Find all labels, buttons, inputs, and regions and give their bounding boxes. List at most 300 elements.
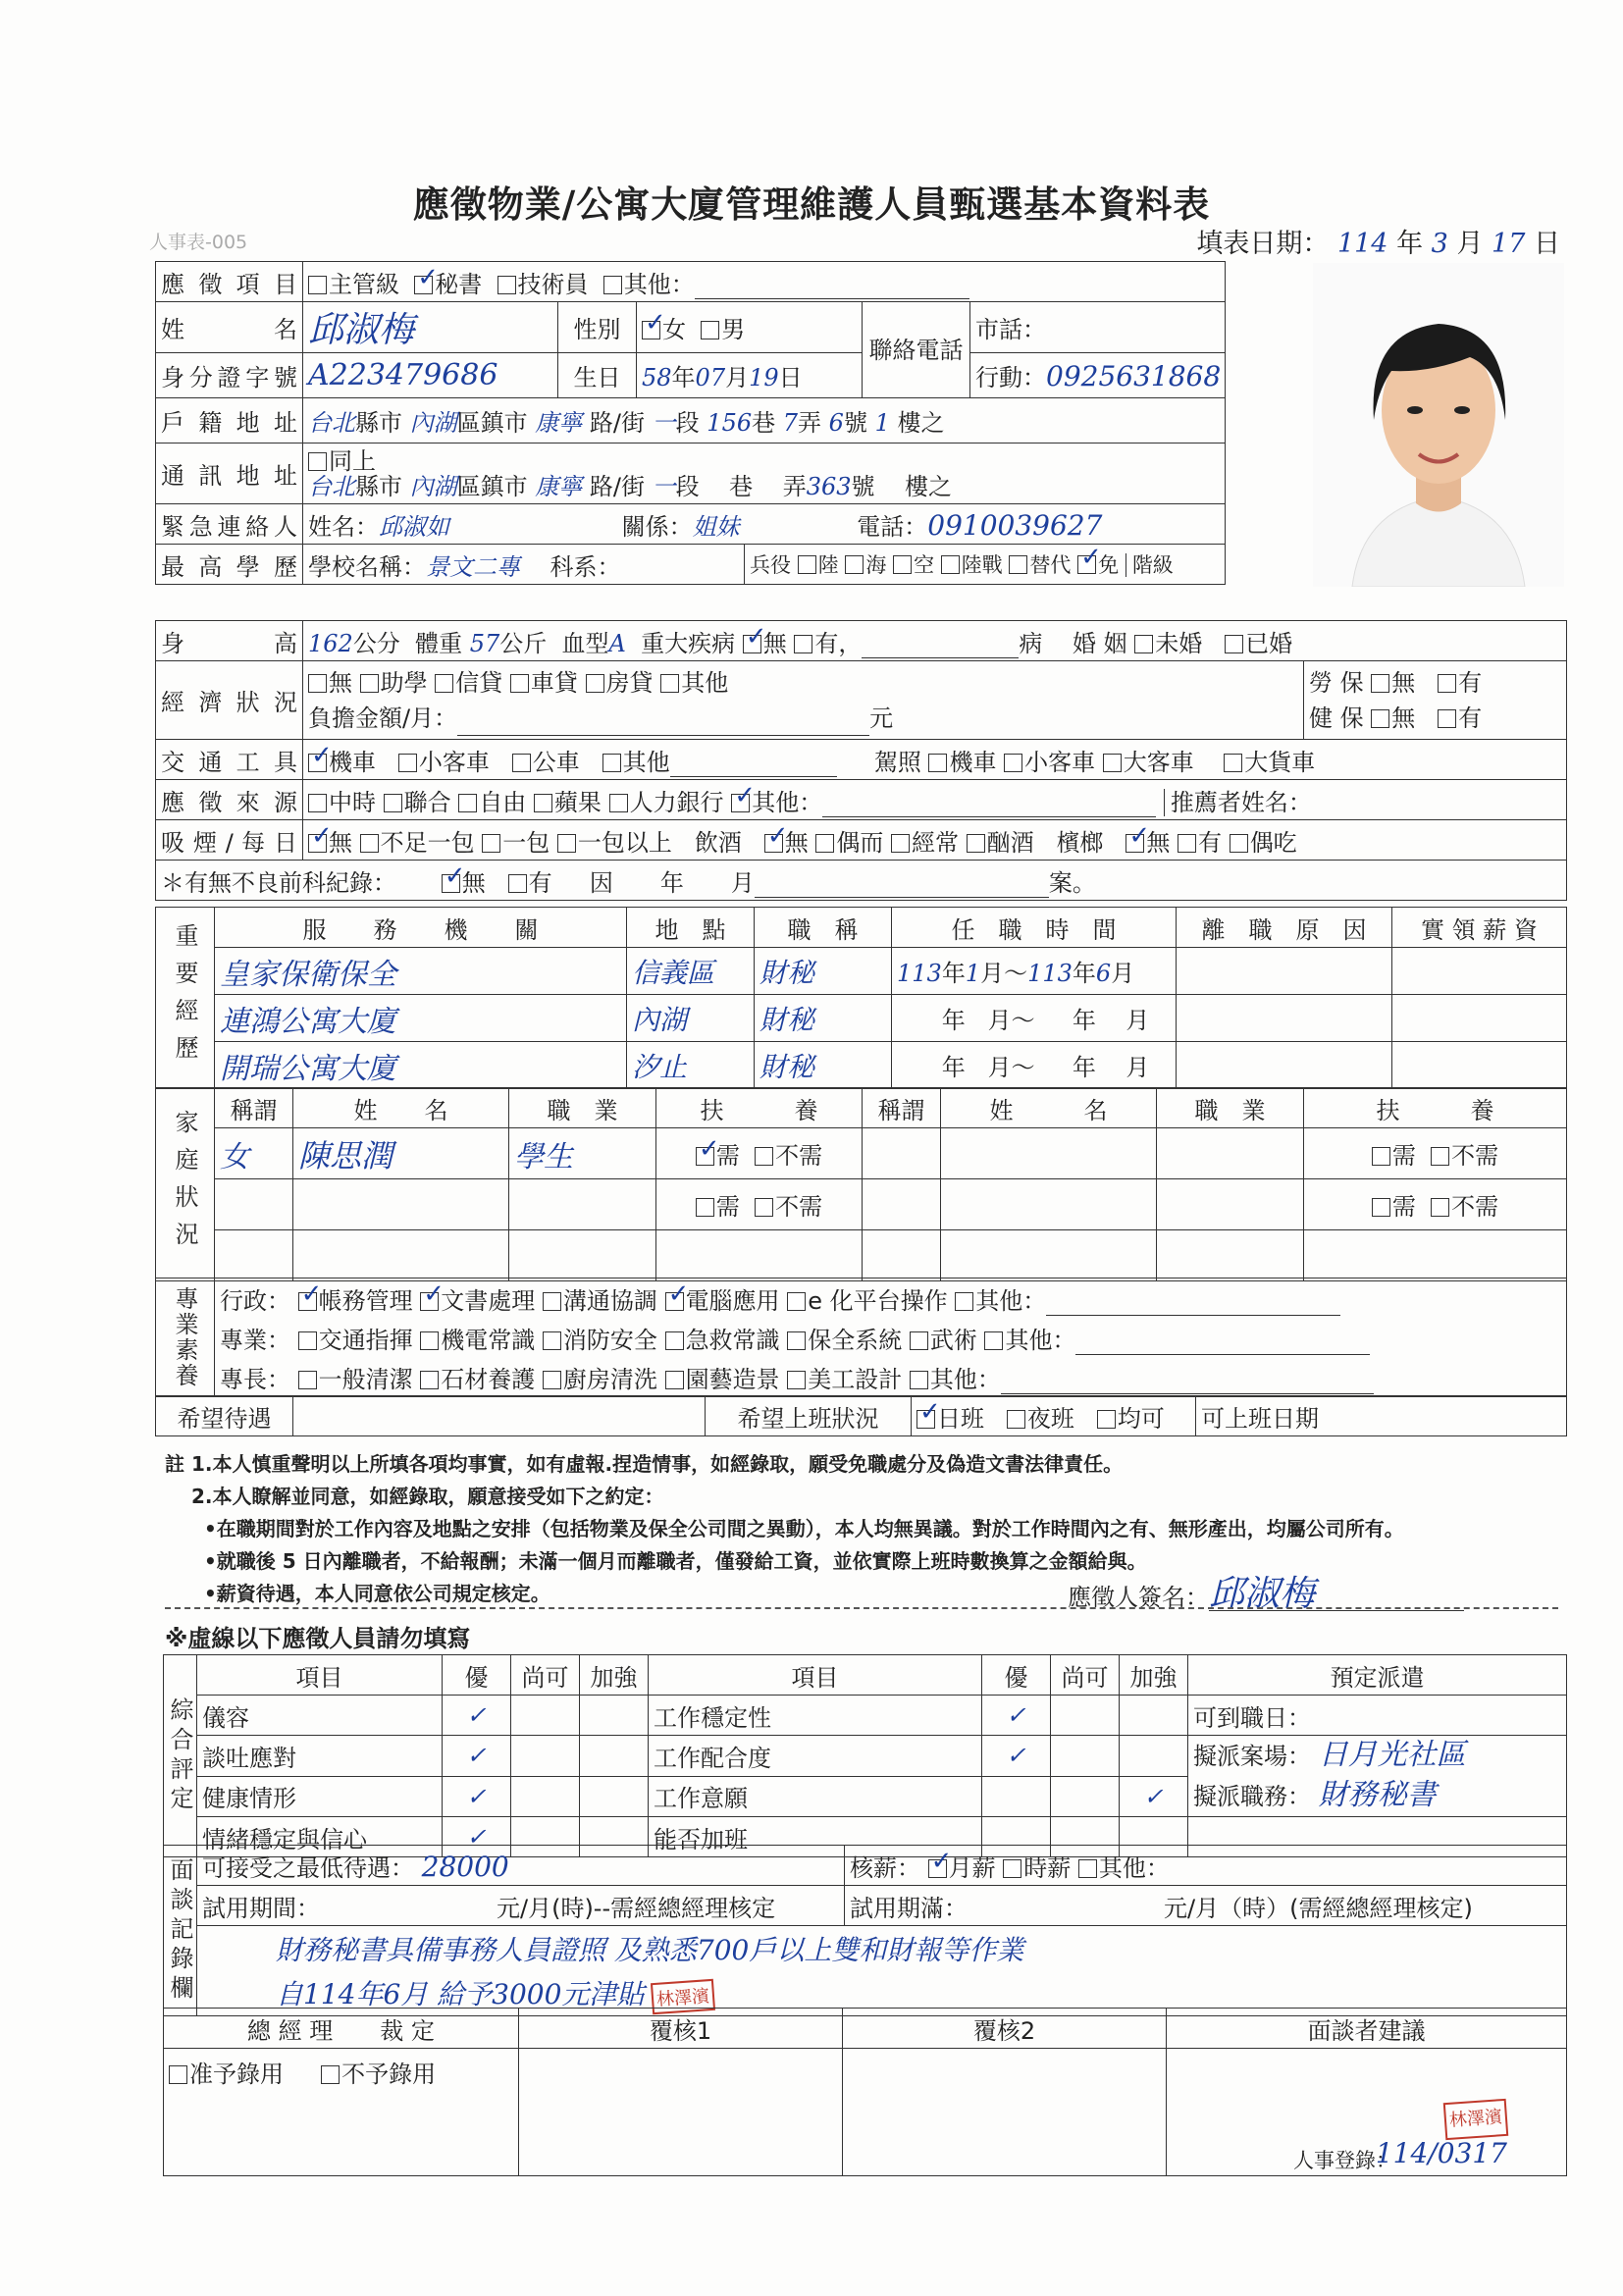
applicant-table [155, 261, 1567, 585]
remark-line-2[interactable]: 自114年6月 給予3000元津貼 [276, 1978, 645, 2011]
eval-header: 項目 [649, 1655, 982, 1696]
criminal-label: ＊有無不良前科紀錄： [161, 868, 396, 897]
fam-name[interactable] [941, 1179, 1157, 1230]
spacer [156, 585, 1226, 586]
opt-label: 無 [762, 629, 787, 657]
ins-checkbox[interactable] [1438, 674, 1456, 693]
site-label: 擬派案場： [1193, 1743, 1311, 1770]
betel-checkbox[interactable] [1178, 834, 1196, 853]
em-name[interactable]: 邱淑如 [379, 512, 449, 541]
opt-label: 聯合 [403, 788, 451, 816]
skill-checkbox[interactable] [543, 1292, 561, 1311]
fam-job[interactable] [1157, 1179, 1304, 1230]
mailing-address [303, 444, 1226, 504]
hr-register-label: 人事登錄： [1293, 2149, 1396, 2172]
review2-box[interactable] [843, 2049, 1167, 2176]
opt-label: 陸戰 [961, 553, 1003, 577]
unit: 巷 [729, 472, 754, 500]
eval-item: 談吐應對 [197, 1736, 443, 1777]
ml-district[interactable]: 內湖 [409, 472, 457, 500]
fam-header: 扶 養 [656, 1088, 863, 1128]
drink-checkbox[interactable] [815, 834, 834, 853]
eval-mark[interactable] [1051, 1736, 1120, 1777]
fam-job[interactable] [509, 1230, 656, 1281]
gender-female-checkbox[interactable] [642, 321, 660, 339]
applicant-signature[interactable]: 邱淑梅 [1209, 1578, 1464, 1611]
need-checkbox[interactable] [696, 1198, 714, 1217]
exp-reason[interactable] [1177, 1042, 1392, 1089]
eval-mark[interactable]: ✓ [982, 1696, 1051, 1736]
opt-label: 陸 [817, 553, 839, 577]
skill-checkbox[interactable] [298, 1331, 317, 1350]
smoke-checkbox[interactable] [482, 834, 500, 853]
exp-header: 地 點 [627, 908, 755, 948]
unit: 年 [1072, 1054, 1096, 1081]
home-phone [970, 302, 1226, 353]
dept-label: 科系： [550, 552, 621, 581]
fam-support[interactable] [656, 1230, 863, 1281]
name-value[interactable]: 邱淑梅 [303, 302, 558, 353]
cause-line[interactable] [755, 877, 1049, 898]
eval-item: 健康情形 [197, 1776, 443, 1817]
skill-checkbox[interactable] [420, 1292, 439, 1311]
hh-sec[interactable]: 一 [652, 409, 676, 437]
emergency-contact [303, 504, 1226, 545]
eval-mark[interactable]: ✓ [1120, 1776, 1188, 1817]
remark-line-1[interactable]: 財務秘書具備事務人員證照 及熟悉700戶以上雙和財報等作業 [197, 1926, 1567, 1971]
exp-reason[interactable] [1177, 948, 1392, 995]
drink-checkbox[interactable] [967, 834, 985, 853]
source-checkbox[interactable] [384, 794, 402, 812]
fam-rel[interactable] [863, 1128, 941, 1179]
opt-label: 無 [461, 868, 486, 897]
skill-checkbox[interactable] [665, 1371, 684, 1389]
exp-period [892, 1042, 1177, 1089]
hh-floor[interactable]: 1 [874, 409, 890, 437]
exp-from-month[interactable]: 1 [965, 960, 981, 987]
smoke-none-checkbox[interactable] [308, 834, 327, 853]
position-secretary-checkbox[interactable] [414, 276, 433, 294]
min-pay-value[interactable]: 28000 [421, 1850, 509, 1883]
same-label: 同上 [329, 446, 376, 475]
eval-mark[interactable] [511, 1696, 580, 1736]
exp-loc[interactable]: 汐止 [627, 1042, 755, 1089]
em-rel[interactable]: 姐妹 [692, 512, 740, 541]
smoke-checkbox[interactable] [360, 834, 379, 853]
source-checkbox[interactable] [308, 794, 327, 812]
eval-label: 綜合評定 [164, 1655, 197, 1857]
approve-checkbox[interactable] [169, 2065, 187, 2084]
econ-checkbox[interactable] [660, 674, 679, 693]
opt-label: 機電常識 [441, 1326, 536, 1354]
sign-date[interactable]: 114/0317 [1375, 2137, 1507, 2169]
fill-day[interactable]: 17 [1492, 229, 1526, 259]
experience-label: 重要經歷 [156, 908, 215, 1089]
ins-checkbox[interactable] [1371, 674, 1389, 693]
ins-checkbox[interactable] [1438, 709, 1456, 728]
fam-support [1304, 1128, 1567, 1179]
criminal-none-checkbox[interactable] [442, 874, 460, 893]
fam-rel[interactable] [863, 1230, 941, 1281]
noneed-checkbox[interactable] [1431, 1198, 1449, 1217]
em-rel-label: 關係： [621, 512, 693, 541]
birth-year[interactable]: 58 [642, 364, 672, 391]
need-checkbox[interactable] [1372, 1147, 1390, 1166]
opt-label: 車貸 [530, 668, 578, 697]
source-checkbox[interactable] [609, 794, 628, 812]
unit: 月～ [987, 1007, 1035, 1034]
mobile-value[interactable]: 0925631868 [1046, 360, 1222, 392]
license-checkbox[interactable] [1004, 754, 1022, 772]
hh-alley[interactable]: 7 [782, 409, 799, 437]
birth-value [637, 353, 863, 398]
eval-mark[interactable] [1120, 1736, 1188, 1777]
hope-label: 希望待遇 [156, 1396, 293, 1436]
eval-mark[interactable] [1120, 1696, 1188, 1736]
opt-label: 其他： [623, 270, 695, 298]
hh-no[interactable]: 6 [828, 409, 844, 437]
mil-checkbox[interactable] [845, 555, 864, 574]
skill-checkbox[interactable] [420, 1371, 439, 1389]
em-phone[interactable]: 0910039627 [927, 508, 1103, 542]
exp-loc[interactable]: 內湖 [627, 995, 755, 1042]
review1-label: 覆核1 [519, 2009, 843, 2049]
fam-rel[interactable] [215, 1179, 293, 1230]
source-other-checkbox[interactable] [731, 794, 750, 812]
opt-label: 免 [1098, 553, 1120, 577]
license-checkbox[interactable] [1224, 754, 1242, 772]
gender-male-checkbox[interactable] [701, 321, 719, 339]
drink-none-checkbox[interactable] [764, 834, 783, 853]
fam-name[interactable] [293, 1179, 509, 1230]
skill-checkbox[interactable] [665, 1331, 684, 1350]
eval-mark[interactable] [511, 1776, 580, 1817]
referrer-label: 推薦者姓名： [1164, 789, 1312, 816]
eval-mark[interactable] [580, 1696, 649, 1736]
skills-table [155, 1278, 1567, 1397]
id-value[interactable]: A223479686 [303, 353, 558, 398]
burden-line[interactable] [457, 715, 869, 736]
start-date-label: 可上班日期 [1196, 1396, 1567, 1436]
monthly-checkbox[interactable] [928, 1859, 947, 1878]
exp-loc[interactable]: 信義區 [627, 948, 755, 995]
opt-label: 公車 [532, 748, 580, 776]
eval-mark[interactable]: ✓ [443, 1817, 511, 1857]
day-shift-checkbox[interactable] [916, 1410, 935, 1429]
transport-label: 交 通 工 具 [156, 740, 303, 780]
fam-header: 職 業 [509, 1088, 656, 1128]
exp-reason[interactable] [1177, 995, 1392, 1042]
betel-none-checkbox[interactable] [1126, 834, 1144, 853]
opt-label: 其他 [622, 748, 670, 776]
fam-job[interactable] [509, 1179, 656, 1230]
fam-name[interactable] [293, 1230, 509, 1281]
ml-sec[interactable]: 一 [652, 472, 676, 500]
hh-road[interactable]: 康寧 [535, 409, 583, 437]
other-line[interactable] [1001, 1374, 1374, 1394]
mil-checkbox[interactable] [1009, 555, 1027, 574]
eval-mark[interactable] [580, 1736, 649, 1777]
opt-label: 信貸 [455, 668, 503, 697]
hourly-checkbox[interactable] [1003, 1859, 1021, 1878]
labor-label: 勞 保 [1309, 668, 1364, 697]
ml-road[interactable]: 康寧 [535, 472, 583, 500]
skill-checkbox[interactable] [984, 1331, 1003, 1350]
skill-checkbox[interactable] [787, 1292, 806, 1311]
interviewer-seal-2: 林澤濱 [1443, 2099, 1508, 2140]
opt-label: 其他： [929, 1365, 1001, 1393]
skill-checkbox[interactable] [787, 1331, 806, 1350]
license-label: 駕照 [873, 748, 921, 776]
fam-name[interactable] [941, 1230, 1157, 1281]
job-value[interactable]: 財務秘書 [1318, 1778, 1437, 1812]
skill-checkbox[interactable] [543, 1331, 561, 1350]
fam-support [656, 1128, 863, 1179]
note-line: •就職後 5 日內離職者，不給報酬；未滿一個月而離職者，僅發給工資，並依實際上班時數換算之金額給與。 [165, 1549, 1147, 1573]
unit: 號 [843, 409, 867, 437]
opt-label: 武術 [929, 1326, 977, 1354]
disease-none-checkbox[interactable] [743, 635, 761, 653]
unit: 月～ [987, 1054, 1035, 1081]
skill-checkbox[interactable] [910, 1331, 928, 1350]
disease-yes-checkbox[interactable] [794, 635, 812, 653]
trial-unit: 元/月(時)--需經總經理核定 [497, 1894, 776, 1922]
source-checkbox[interactable] [534, 794, 552, 812]
eval-mark[interactable]: ✓ [443, 1776, 511, 1817]
other-pay-checkbox[interactable] [1078, 1859, 1097, 1878]
fam-job[interactable] [1157, 1128, 1304, 1179]
fill-year[interactable]: 114 [1336, 229, 1388, 259]
other-line[interactable] [1075, 1334, 1370, 1355]
eval-mark[interactable]: ✓ [982, 1736, 1051, 1777]
eval-mark[interactable]: ✓ [443, 1696, 511, 1736]
exp-org[interactable]: 連鴻公寓大廈 [215, 995, 627, 1042]
eval-mark[interactable] [1051, 1776, 1120, 1817]
eval-mark[interactable] [580, 1776, 649, 1817]
opt-label: 無 [1146, 828, 1171, 857]
opt-label: 不需 [1451, 1142, 1499, 1170]
birth-month[interactable]: 07 [695, 364, 726, 391]
noneed-checkbox[interactable] [1431, 1147, 1449, 1166]
skill-checkbox[interactable] [298, 1371, 317, 1389]
exp-salary[interactable] [1392, 948, 1567, 995]
exp-title[interactable]: 財秘 [755, 995, 892, 1042]
exp-from-year[interactable]: 113 [897, 960, 942, 987]
transport-checkbox[interactable] [398, 754, 417, 772]
same-checkbox[interactable] [308, 452, 327, 471]
criminal-yes-checkbox[interactable] [508, 874, 527, 893]
disease-line[interactable] [862, 638, 1019, 658]
other-line[interactable] [1046, 1295, 1340, 1316]
econ-checkbox[interactable] [360, 674, 379, 693]
unit: 年 [941, 1007, 966, 1034]
eval-item: 儀容 [197, 1696, 443, 1736]
married-checkbox[interactable] [1225, 635, 1243, 653]
position-tech-checkbox[interactable] [497, 276, 516, 294]
unit: 月 [1111, 960, 1135, 987]
skill-checkbox[interactable] [955, 1292, 973, 1311]
position-other-checkbox[interactable] [603, 276, 622, 294]
site-value[interactable]: 日月光社區 [1318, 1738, 1466, 1772]
transport-checkbox[interactable] [512, 754, 531, 772]
hope-shift [912, 1396, 1196, 1436]
transport-scooter-checkbox[interactable] [308, 754, 327, 772]
fam-name[interactable] [941, 1128, 1157, 1179]
opt-label: 文書處理 [441, 1286, 536, 1315]
exp-title[interactable]: 財秘 [755, 1042, 892, 1089]
trial-label: 試用期間： [202, 1894, 320, 1922]
fam-rel[interactable] [215, 1230, 293, 1281]
skill-checkbox[interactable] [665, 1292, 684, 1311]
need-checkbox[interactable] [1372, 1198, 1390, 1217]
fam-name[interactable]: 陳思潤 [293, 1128, 509, 1179]
eval-mark[interactable] [1051, 1696, 1120, 1736]
exp-title[interactable]: 財秘 [755, 948, 892, 995]
opt-label: 房貸 [605, 668, 654, 697]
opt-label: 海 [865, 553, 887, 577]
other-line[interactable] [670, 757, 837, 777]
eval-mark[interactable] [982, 1776, 1051, 1817]
mil-checkbox[interactable] [798, 555, 816, 574]
opt-label: 無 [329, 828, 352, 857]
opt-label: 偶吃 [1249, 828, 1297, 857]
ml-city[interactable]: 台北 [308, 472, 355, 500]
opt-label: 其他： [975, 1286, 1047, 1315]
mil-checkbox[interactable] [941, 555, 960, 574]
position-manager-checkbox[interactable] [308, 276, 327, 294]
interview-label: 面談記錄欄 [164, 1846, 197, 2016]
smoke-checkbox[interactable] [557, 834, 576, 853]
skill-checkbox[interactable] [787, 1371, 806, 1389]
exp-to-year[interactable]: 113 [1027, 960, 1073, 987]
fill-month[interactable]: 3 [1431, 229, 1448, 259]
fam-support[interactable] [1304, 1230, 1567, 1281]
skill-checkbox[interactable] [298, 1292, 317, 1311]
unit: 號 [851, 472, 875, 500]
opt-label: 保全系統 [808, 1326, 903, 1354]
either-shift-checkbox[interactable] [1097, 1410, 1116, 1429]
exp-period [892, 948, 1177, 995]
fam-header: 職 業 [1157, 1088, 1304, 1128]
declaration-notes [165, 1448, 1558, 1614]
drink-checkbox[interactable] [891, 834, 910, 853]
single-checkbox[interactable] [1134, 635, 1153, 653]
weight-value[interactable]: 57 [469, 629, 500, 657]
note-line: •薪資待遇，本人同意依公司規定核定。 [165, 1582, 550, 1605]
exp-org[interactable]: 皇家保衛保全 [215, 948, 627, 995]
opt-label: 蘋果 [553, 788, 602, 816]
econ-checkbox[interactable] [435, 674, 453, 693]
interview-table [163, 1845, 1567, 2016]
height-value[interactable]: 162 [308, 629, 353, 657]
fam-job[interactable]: 學生 [509, 1128, 656, 1179]
noneed-checkbox[interactable] [755, 1198, 773, 1217]
hh-lane[interactable]: 156 [707, 409, 753, 437]
betel-checkbox[interactable] [1230, 834, 1248, 853]
noneed-checkbox[interactable] [755, 1147, 773, 1166]
birth-day[interactable]: 19 [749, 364, 779, 391]
eval-header: 尚可 [1051, 1655, 1120, 1696]
table-row [156, 1128, 1567, 1179]
blood-value[interactable]: A [608, 629, 626, 657]
opt-label: 需 [715, 1142, 740, 1170]
assign-info [1188, 1736, 1567, 1817]
eval-mark[interactable]: ✓ [443, 1736, 511, 1777]
opt-label: 經常 [911, 828, 959, 857]
opt-label: 准予錄用 [189, 2061, 284, 2088]
review1-box[interactable] [519, 2049, 843, 2176]
night-shift-checkbox[interactable] [1007, 1410, 1025, 1429]
mil-exempt-checkbox[interactable] [1077, 555, 1096, 574]
opt-label: 有 [1458, 704, 1483, 732]
econ-checkbox[interactable] [308, 674, 327, 693]
economy-label: 經 濟 狀 況 [156, 661, 303, 740]
skills-pro [215, 1318, 1567, 1357]
betel-label: 檳榔 [1056, 828, 1104, 857]
need-checkbox[interactable] [696, 1147, 714, 1166]
job-label: 擬派職務： [1193, 1783, 1311, 1810]
skill-checkbox[interactable] [543, 1371, 561, 1389]
unit: 年 [941, 1054, 966, 1081]
skill-checkbox[interactable] [420, 1331, 439, 1350]
mil-checkbox[interactable] [893, 555, 912, 574]
eval-mark[interactable] [511, 1736, 580, 1777]
fam-job[interactable] [1157, 1230, 1304, 1281]
form-number: 人事表-005 [149, 232, 248, 253]
note-line: •在職期間對於工作內容及地點之安排（包括物業及保全公司間之異動），本人均無異議。對於工作時間內之有、無形產出，均屬公司所有。 [165, 1517, 1404, 1540]
skill-checkbox[interactable] [910, 1371, 928, 1389]
unit: 區鎮市 [456, 409, 528, 437]
source-checkbox[interactable] [458, 794, 477, 812]
opt-label: 一包以上 [577, 828, 672, 857]
ml-no[interactable]: 363 [806, 472, 852, 500]
exp-salary[interactable] [1392, 1042, 1567, 1089]
unit: 年 [1072, 1007, 1096, 1034]
reject-checkbox[interactable] [321, 2065, 340, 2084]
opt-label: 園藝造景 [685, 1365, 780, 1393]
hh-district[interactable]: 內湖 [409, 409, 457, 437]
transport-checkbox[interactable] [602, 754, 621, 772]
unit: 段 [675, 472, 700, 500]
license-checkbox[interactable] [1103, 754, 1122, 772]
exp-salary[interactable] [1392, 995, 1567, 1042]
unit: 段 [675, 409, 700, 437]
exp-org[interactable]: 開瑞公寓大廈 [215, 1042, 627, 1089]
blood-label: 血型 [561, 629, 609, 657]
school-value[interactable]: 景文二專 [426, 552, 520, 581]
other-line[interactable] [822, 797, 1156, 817]
opt-label: 機車 [329, 748, 376, 776]
evaluation-table [163, 1654, 1567, 1857]
econ-checkbox[interactable] [510, 674, 529, 693]
opt-label: 無 [329, 668, 352, 697]
fill-date [1196, 222, 1560, 260]
position-options [303, 262, 1226, 302]
hh-city[interactable]: 台北 [308, 409, 355, 437]
emergency-label: 緊急連絡人 [156, 504, 303, 545]
unit: 年 [941, 960, 966, 987]
fam-rel[interactable]: 女 [215, 1128, 293, 1179]
note-line: 註 1.本人慎重聲明以上所填各項均事實，如有虛報.捏造情事，如經錄取，願受免職處分及偽造文書法律責任。 [165, 1452, 1124, 1476]
hope-pay[interactable] [293, 1396, 706, 1436]
exp-to-month[interactable]: 6 [1095, 960, 1112, 987]
other-line[interactable] [695, 279, 969, 299]
fam-rel[interactable] [863, 1179, 941, 1230]
ins-checkbox[interactable] [1371, 709, 1389, 728]
source-label: 應 徵 來 源 [156, 780, 303, 820]
license-checkbox[interactable] [928, 754, 947, 772]
econ-checkbox[interactable] [586, 674, 604, 693]
